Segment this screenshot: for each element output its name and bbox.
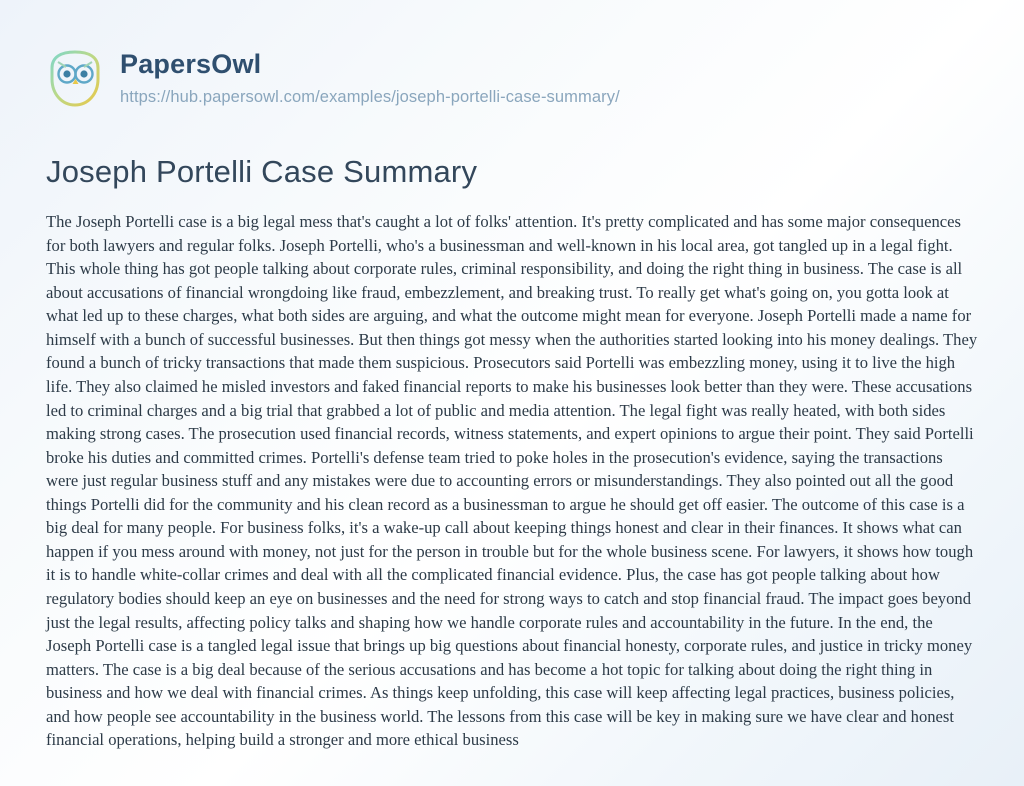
document-content: [0, 110, 1024, 752]
source-url[interactable]: https://hub.papersowl.com/examples/joseph-portelli-case-summary/: [120, 87, 620, 106]
document-body-text: The Joseph Portelli case is a big legal mess that's caught a lot of folks' attention. It's pretty complicated and has some major consequences for both lawyers and regular folks. Joseph Portelli, who's a businessman and well-known in his local area, got tangled up in a legal fight. This whole thing has got people talking about corporate rules, criminal responsibility, and doing the right thing in business. The case is all about accusations of financial wrongdoing like fraud, embezzlement, and breaking trust. To really get what's going on, you gotta look at what led up to these charges, what both sides are arguing, and what the outcome might mean for everyone. Joseph Portelli made a name for himself with a bunch of successful businesses. But then things got messy when the authorities started looking into his money dealings. They found a bunch of tricky transactions that made them suspicious. Prosecutors said Portelli was embezzling money, using it to live the high life. They also claimed he misled investors and faked financial reports to make his businesses look better than they were. These accusations led to criminal charges and a big trial that grabbed a lot of public and media attention. The legal fight was really heated, with both sides making strong cases. The prosecution used financial records, witness statements, and expert opinions to argue their point. They said Portelli broke his duties and committed crimes. Portelli's defense team tried to poke holes in the prosecution's evidence, saying the transactions were just regular business stuff and any mistakes were due to accounting errors or misunderstandings. They also pointed out all the good things Portelli did for the community and his clean record as a businessman to argue he should get off easier. The outcome of this case is a big deal for many people. For business folks, it's a wake-up call about keeping things honest and clear in their finances. It shows what can happen if you mess around with money, not just for the person in trouble but for the whole business scene. For lawyers, it shows how tough it is to handle white-collar crimes and deal with all the complicated financial evidence. Plus, the case has got people talking about how regulatory bodies should keep an eye on businesses and the need for strong ways to catch and stop financial fraud. The impact goes beyond just the legal results, affecting policy talks and shaping how we handle corporate rules and accountability in the future. In the end, the Joseph Portelli case is a tangled legal issue that brings up big questions about financial honesty, corporate rules, and justice in tricky money matters. The case is a big deal because of the serious accusations and has become a hot topic for talking about doing the right thing in business and how we deal with financial crimes. As things keep unfolding, this case will keep affecting legal practices, business policies, and how people see accountability in the business world. The lessons from this case will be key in making sure we have clear and honest financial operations, helping build a stronger and more ethical business: [46, 212, 978, 750]
brand-name: PapersOwl: [120, 49, 262, 80]
page-title: Joseph Portelli Case Summary: [46, 154, 478, 189]
site-header: [0, 0, 1024, 110]
owl-logo-icon: [44, 48, 106, 110]
brand-block: [120, 50, 620, 107]
